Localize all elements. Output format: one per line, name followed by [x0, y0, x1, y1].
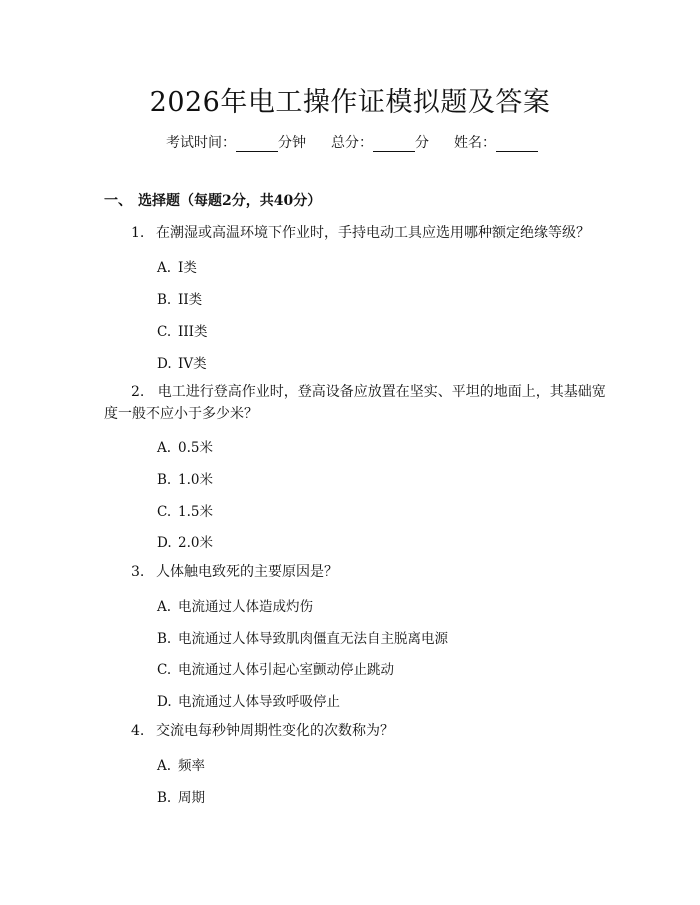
page-title: 2026年电工操作证模拟题及答案	[149, 87, 551, 118]
exam-time-label: 考试时间：	[166, 135, 236, 151]
question-4	[131, 720, 601, 742]
exam-time-blank	[236, 135, 278, 152]
question-2	[104, 381, 609, 425]
name-field	[454, 132, 538, 152]
question-number: 2.	[131, 384, 145, 400]
name-blank	[496, 135, 538, 152]
question-number: 1.	[131, 225, 145, 241]
question-number: 3.	[131, 564, 145, 580]
question-text: 电工进行登高作业时，登高设备应放置在坚实、平坦的地面上，其基础宽度一般不应小于多少米？	[104, 384, 606, 422]
option-letter: B.	[157, 472, 172, 488]
option-letter: C.	[157, 504, 172, 520]
option-2a	[157, 436, 213, 456]
option-letter: B.	[157, 790, 172, 806]
option-letter: A.	[157, 260, 172, 276]
option-text: 电流通过人体导致肌肉僵直无法自主脱离电源	[178, 631, 448, 647]
option-letter: C.	[157, 662, 172, 678]
option-text: 电流通过人体造成灼伤	[178, 599, 313, 615]
option-letter: C.	[157, 324, 172, 340]
option-text: 电流通过人体引起心室颤动停止跳动	[178, 662, 394, 678]
option-3c	[157, 658, 394, 678]
option-letter: B.	[157, 631, 172, 647]
option-2c	[157, 500, 213, 520]
option-letter: A.	[157, 440, 172, 456]
section-number: 一、	[104, 193, 132, 209]
option-text: 周期	[178, 790, 205, 806]
option-text: IV类	[178, 356, 207, 372]
question-text: 在潮湿或高温环境下作业时，手持电动工具应选用哪种额定绝缘等级？	[156, 225, 590, 241]
option-text: 1.5米	[178, 504, 213, 520]
option-text: III类	[178, 324, 208, 340]
option-text: 1.0米	[178, 472, 213, 488]
option-text: 2.0米	[178, 535, 213, 551]
option-text: 频率	[178, 758, 205, 774]
total-score-unit: 分	[415, 135, 429, 151]
option-text: I类	[178, 260, 197, 276]
question-3	[131, 561, 601, 583]
question-text: 交流电每秒钟周期性变化的次数称为？	[156, 723, 394, 739]
option-1a	[157, 256, 197, 276]
option-letter: A.	[157, 599, 172, 615]
section-title: 选择题（每题2分，共40分）	[138, 193, 322, 209]
option-letter: A.	[157, 758, 172, 774]
question-1	[131, 222, 601, 244]
option-3d	[157, 690, 340, 710]
option-text: 电流通过人体导致呼吸停止	[178, 694, 340, 710]
option-4b	[157, 786, 205, 806]
option-text: 0.5米	[178, 440, 213, 456]
option-1d	[157, 352, 207, 372]
option-2d	[157, 531, 213, 551]
option-letter: D.	[157, 356, 172, 372]
question-number: 4.	[131, 723, 145, 739]
option-letter: D.	[157, 694, 172, 710]
option-text: II类	[178, 292, 203, 308]
name-label: 姓名：	[454, 135, 496, 151]
exam-time-unit: 分钟	[278, 135, 306, 151]
option-3b	[157, 627, 448, 647]
option-letter: D.	[157, 535, 172, 551]
option-1b	[157, 288, 202, 308]
option-letter: B.	[157, 292, 172, 308]
option-3a	[157, 595, 313, 615]
question-text: 人体触电致死的主要原因是？	[156, 564, 338, 580]
exam-time-field	[166, 132, 306, 152]
section-heading	[104, 190, 321, 210]
total-score-field	[331, 132, 429, 152]
total-score-blank	[373, 135, 415, 152]
total-score-label: 总分：	[331, 135, 373, 151]
option-4a	[157, 754, 205, 774]
option-2b	[157, 468, 213, 488]
option-1c	[157, 320, 208, 340]
